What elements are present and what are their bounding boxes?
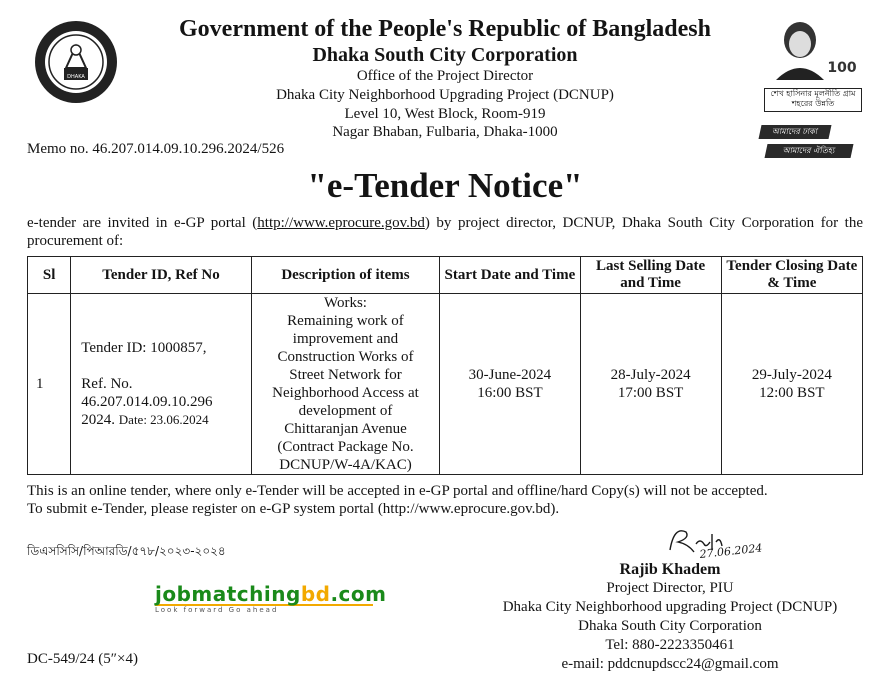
address-line-2: Nagar Bhaban, Fulbaria, Dhaka-1000 bbox=[332, 124, 558, 140]
signer-block bbox=[470, 560, 870, 674]
intro-paragraph bbox=[27, 214, 863, 250]
selling-date: 28-July-2024 bbox=[610, 367, 691, 383]
note-line: This is an online tender, where only e-Tender will be accepted in e-GP portal and offline/hard Copy(s) will not be accepted. bbox=[27, 483, 768, 499]
ref-label: Ref. No. bbox=[81, 376, 133, 392]
description-line: Street Network for bbox=[289, 367, 402, 383]
description-line: improvement and bbox=[292, 331, 399, 347]
ref-date: Date: 23.06.2024 bbox=[118, 412, 209, 427]
description-line: Neighborhood Access at bbox=[272, 385, 419, 401]
description-line: development of bbox=[298, 403, 393, 419]
signer-email: e-mail: pddcnupdscc24@gmail.com bbox=[561, 656, 779, 672]
column-header-closing-date: Tender Closing Date & Time bbox=[721, 257, 862, 294]
watermark-tagline: Look forward Go ahead bbox=[155, 604, 373, 614]
cell-closing-date bbox=[721, 294, 862, 475]
office-line: Office of the Project Director bbox=[356, 68, 534, 84]
description-line: Works: bbox=[324, 295, 367, 311]
slogan-box: শেখ হাসিনার মূলনীতি গ্রাম শহরের উন্নতি bbox=[764, 88, 862, 112]
signer-line: Project Director, PIU bbox=[606, 580, 734, 596]
description-line: Chittaranjan Avenue bbox=[284, 421, 407, 437]
cell-start-date bbox=[440, 294, 580, 475]
mujib-100-portrait-icon bbox=[766, 18, 862, 80]
tender-table bbox=[27, 256, 863, 475]
description-line: (Contract Package No. bbox=[277, 439, 414, 455]
amader-dhaka-tag: আমাদের ঢাকা bbox=[759, 125, 832, 139]
amader-oitijjho-tag: আমাদের ঐতিহ্য bbox=[765, 144, 854, 158]
start-time: 16:00 BST bbox=[477, 385, 543, 401]
column-header-last-selling: Last Selling Date and Time bbox=[580, 257, 721, 294]
watermark-text: jobmatchingbd.com bbox=[155, 582, 387, 606]
jobmatchingbd-watermark bbox=[155, 582, 387, 614]
closing-date: 29-July-2024 bbox=[751, 367, 832, 383]
handwritten-signature bbox=[660, 520, 790, 562]
notice-title: "e-Tender Notice" bbox=[307, 166, 583, 205]
footer-code: DC-549/24 (5″×4) bbox=[27, 651, 138, 667]
project-line: Dhaka City Neighborhood Upgrading Project (DCNUP) bbox=[276, 87, 614, 103]
svg-text:100: 100 bbox=[827, 60, 857, 76]
signature-date: 27.06.2024 bbox=[698, 541, 763, 561]
column-header-start-date: Start Date and Time bbox=[440, 257, 580, 294]
dscc-seal-icon bbox=[34, 20, 118, 104]
online-tender-note bbox=[27, 482, 867, 518]
table-row bbox=[28, 294, 863, 475]
cell-tender-id bbox=[71, 294, 251, 475]
ref-year: 2024. bbox=[81, 412, 116, 428]
column-header-tender-id: Tender ID, Ref No bbox=[71, 257, 251, 294]
signature-text: Rajib bbox=[660, 520, 663, 521]
cell-sl: 1 bbox=[28, 294, 71, 475]
memo-number: Memo no. 46.207.014.09.10.296.2024/526 bbox=[27, 141, 285, 157]
selling-time: 17:00 BST bbox=[617, 385, 684, 401]
svg-text:DHAKA: DHAKA bbox=[67, 74, 85, 80]
organization-name: Dhaka South City Corporation bbox=[312, 44, 578, 66]
signer-line: Tel: 880-2223350461 bbox=[605, 637, 735, 653]
start-date: 30-June-2024 bbox=[468, 367, 552, 383]
closing-time: 12:00 BST bbox=[759, 385, 825, 401]
government-title: Government of the People's Republic of Bangladesh bbox=[179, 16, 711, 42]
signer-name: Rajib Khadem bbox=[619, 561, 721, 578]
eprocure-link[interactable]: http://www.eprocure.gov.bd bbox=[257, 215, 425, 231]
tender-id: Tender ID: 1000857, bbox=[81, 340, 207, 356]
intro-text-end: ) by project director, DCNUP, Dhaka South City Corporation for the procurement of: bbox=[27, 215, 863, 249]
signer-line: Dhaka South City Corporation bbox=[578, 618, 762, 634]
column-header-sl: Sl bbox=[28, 257, 71, 294]
bangla-reference: ডিএসসিসি/পিআরডি/৫৭৮/২০২৩-২০২৪ bbox=[27, 544, 226, 558]
ref-number: 46.207.014.09.10.296 bbox=[81, 394, 213, 410]
intro-text: e-tender are invited in e-GP portal ( bbox=[27, 215, 258, 231]
address-line: Level 10, West Block, Room-919 bbox=[344, 106, 546, 122]
description-line: Construction Works of bbox=[277, 349, 414, 365]
cell-description bbox=[251, 294, 440, 475]
signer-line: Dhaka City Neighborhood upgrading Project (DCNUP) bbox=[502, 599, 838, 615]
table-header-row bbox=[28, 257, 863, 294]
ref-year-date bbox=[81, 411, 247, 429]
description-line: Remaining work of bbox=[287, 313, 404, 329]
note-line: To submit e-Tender, please register on e-GP system portal (http://www.eprocure.gov.bd). bbox=[27, 501, 560, 517]
column-header-description: Description of items bbox=[251, 257, 440, 294]
description-line: DCNUP/W-4A/KAC) bbox=[279, 457, 412, 473]
cell-last-selling bbox=[580, 294, 721, 475]
